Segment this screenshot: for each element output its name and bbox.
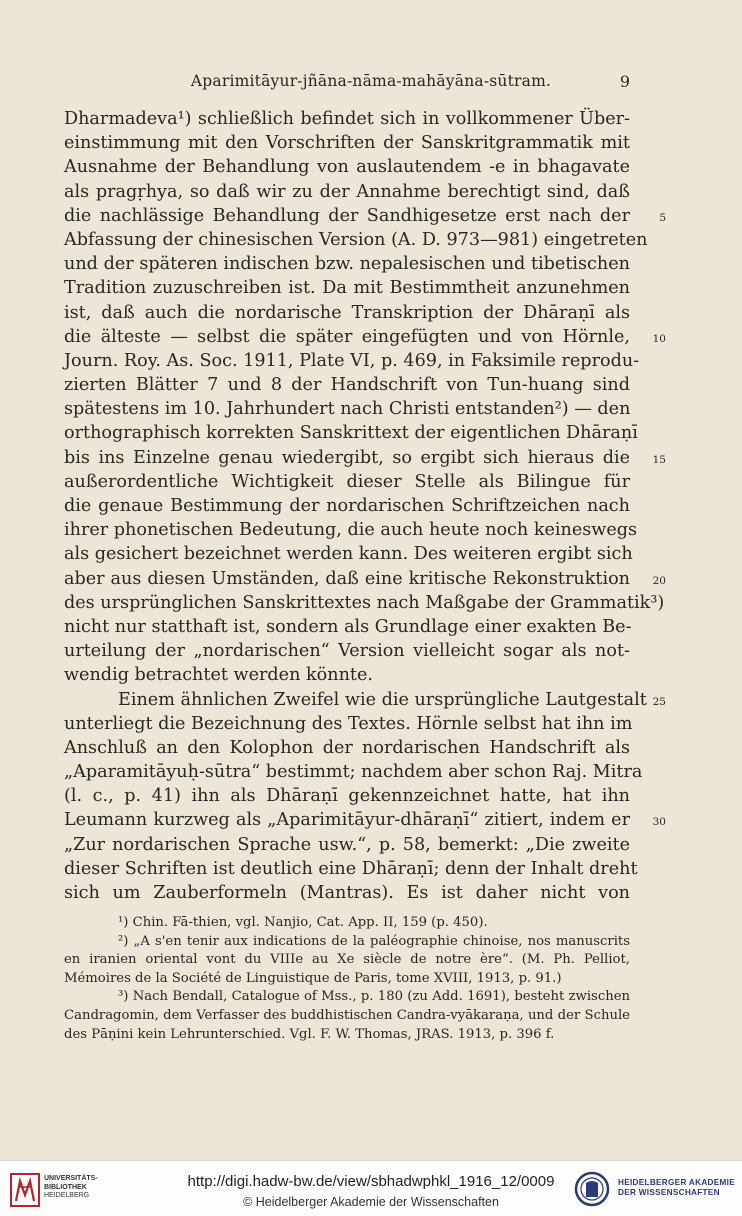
text-line: „Zur nordarischen Sprache usw.“, p. 58, bemerkt: „Die zweite: [64, 834, 630, 855]
line-number: 25: [652, 695, 666, 708]
text-line: orthographisch korrekten Sanskrittext der eigentlichen Dhāraṇī: [64, 423, 638, 444]
text-line: Abfassung der chinesischen Version (A. D. 973—981) eingetreten: [64, 229, 648, 250]
text-line: als pragṛhya, so daß wir zu der Annahme berechtigt sind, daß: [64, 181, 630, 202]
academy-line: DER WISSENSCHAFTEN: [618, 1188, 720, 1197]
text-line: Tradition zuzuschreiben ist. Da mit Bestimmtheit anzunehmen: [64, 278, 630, 299]
text-line: einstimmung mit den Vorschriften der Sanskritgrammatik mit: [64, 133, 630, 154]
text-line: als gesichert bezeichnet werden kann. Des weiteren ergibt sich: [64, 544, 633, 565]
text-line: (l. c., p. 41) ihn als Dhāraṇī gekennzeichnet hatte, hat ihn: [64, 786, 630, 807]
text-line: [64, 204, 666, 228]
viewer-footer: [0, 1160, 742, 1216]
paragraph-end-line: wendig betrachtet werden könnte.: [64, 665, 373, 686]
text-line-content: die nachlässige Behandlung der Sandhigesetze erst nach der: [64, 205, 630, 226]
footnote-3-line: des Pāṇini kein Lehrunterschied. Vgl. F. W. Thomas, JRAS. 1913, p. 396 f.: [64, 1026, 555, 1042]
text-line-content: die älteste — selbst die später eingefügten und von Hörnle,: [64, 326, 630, 347]
copyright-notice: © Heidelberger Akademie der Wissenschaften: [243, 1195, 499, 1209]
text-line: [64, 567, 666, 591]
footnote-3-line: ³) Nach Bendall, Catalogue of Mss., p. 180 (zu Add. 1691), besteht zwischen: [118, 989, 630, 1005]
footnote-3-line: Candragomin, dem Verfasser des buddhistischen Candra-vyākaraṇa, und der Schule: [64, 1007, 630, 1023]
footnote-2-line: Mémoires de la Société de Linguistique de Paris, tome XVIII, 1913, p. 91.): [64, 970, 562, 986]
text-line: urteilung der „nordarischen“ Version vielleicht sogar als not-: [64, 641, 630, 662]
text-line-content: Leumann kurzweg als „Aparimitāyur-dhāraṇī“ zitiert, indem er: [64, 810, 630, 831]
text-line: [64, 808, 666, 832]
text-line: und der späteren indischen bzw. nepalesischen und tibetischen: [64, 254, 630, 275]
footnote-2-line: ²) „A s'en tenir aux indications de la paléographie chinoise, nos manuscrits: [118, 933, 630, 949]
footnotes: [64, 914, 630, 1044]
text-line: [64, 688, 666, 712]
uni-line: HEIDELBERG: [44, 1192, 90, 1199]
text-line: die genaue Bestimmung der nordarischen Schriftzeichen nach: [64, 496, 630, 516]
footnote-1: ¹) Chin. Fā-thien, vgl. Nanjio, Cat. App. II, 159 (p. 450).: [118, 915, 488, 930]
text-line: außerordentliche Wichtigkeit dieser Stelle als Bilingue für: [64, 471, 630, 492]
text-line: des ursprünglichen Sanskrittextes nach Maßgabe der Grammatik³): [64, 592, 665, 613]
line-number: 15: [652, 453, 666, 466]
text-line: spätestens im 10. Jahrhundert nach Christi entstanden²) — den: [64, 399, 631, 420]
line-number: 30: [652, 816, 666, 829]
page-number: 9: [619, 72, 630, 91]
text-line: dieser Schriften ist deutlich eine Dhāraṇī; denn der Inhalt dreht: [64, 858, 638, 879]
text-line-content: aber aus diesen Umständen, daß eine kritische Rekonstruktion: [64, 568, 630, 589]
text-line-content: Einem ähnlichen Zweifel wie die ursprüngliche Lautgestalt: [118, 689, 647, 710]
running-title: Aparimitāyur-jñāna-nāma-mahāyāna-sūtram.: [190, 72, 552, 90]
text-line-content: bis ins Einzelne genau wiedergibt, so ergibt sich hieraus die: [64, 447, 630, 468]
permalink[interactable]: http://digi.hadw-bw.de/view/sbhadwphkl_1916_12/0009: [187, 1173, 555, 1190]
text-line: ihrer phonetischen Bedeutung, die auch heute noch keineswegs: [64, 520, 638, 541]
text-line: Dharmadeva¹) schließlich befindet sich in vollkommener Über-: [64, 109, 630, 129]
text-line: Journ. Roy. As. Soc. 1911, Plate VI, p. 469, in Faksimile reprodu-: [64, 350, 640, 371]
text-line: sich um Zauberformeln (Mantras). Es ist daher nicht von: [64, 883, 630, 903]
text-line: Ausnahme der Behandlung von auslautendem -e in bhagavate: [64, 157, 630, 178]
main-text: [64, 107, 666, 905]
academy-line: HEIDELBERGER AKADEMIE: [618, 1178, 735, 1187]
text-line: [64, 325, 666, 349]
text-line: ist, daß auch die nordarische Transkription der Dhāraṇī als: [64, 302, 630, 323]
text-line: [64, 446, 666, 470]
text-line: zierten Blätter 7 und 8 der Handschrift von Tun-huang sind: [64, 375, 630, 396]
text-line: nicht nur statthaft ist, sondern als Grundlage einer exakten Be-: [64, 616, 632, 637]
line-number: 20: [652, 574, 666, 587]
uni-line: UNIVERSITÄTS-: [44, 1175, 98, 1182]
text-line: Anschluß an den Kolophon der nordarischen Handschrift als: [64, 737, 630, 758]
text-line: unterliegt die Bezeichnung des Textes. Hörnle selbst hat ihn im: [64, 713, 633, 734]
line-number: 10: [652, 332, 666, 345]
running-header: [0, 72, 742, 94]
line-number: 5: [659, 211, 666, 224]
academy-logo-icon: [574, 1171, 610, 1207]
uni-line: BIBLIOTHEK: [44, 1183, 87, 1191]
text-line: „Aparamitāyuḥ-sūtra“ bestimmt; nachdem aber schon Raj. Mitra: [64, 762, 643, 783]
academy-name: [618, 1178, 735, 1198]
footnote-2-line: en iranien oriental vont du VIIIe au Xe siècle de notre ère“. (M. Ph. Pelliot,: [64, 952, 630, 968]
